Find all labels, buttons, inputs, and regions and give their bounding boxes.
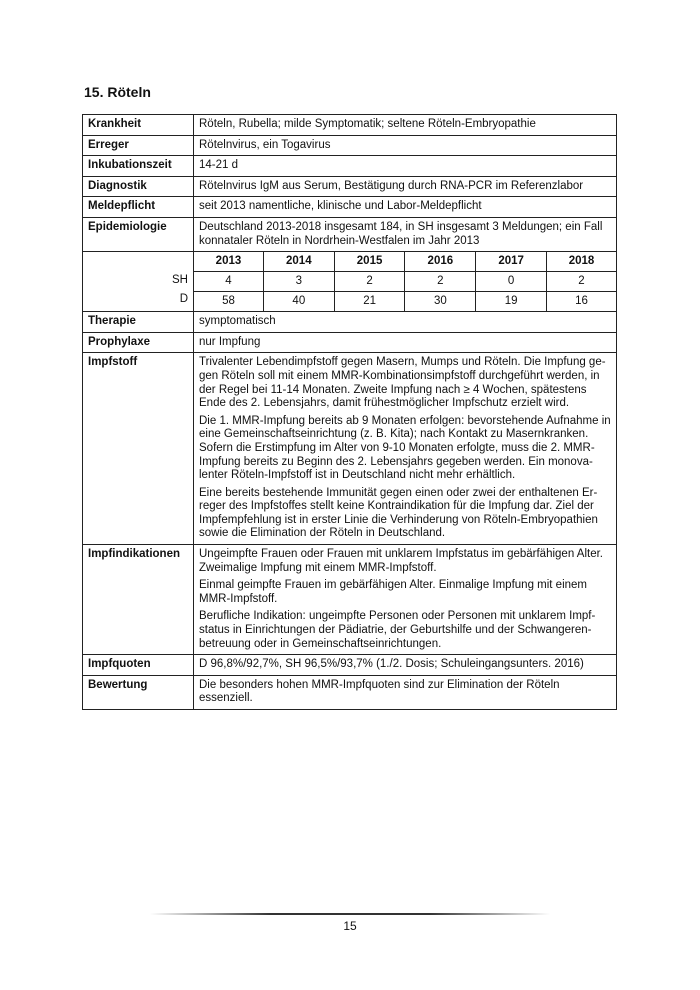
stats-value: 30 [405, 292, 476, 312]
value-epidemiologie: Deutschland 2013-2018 insgesamt 184, in SH insgesamt 3 Meldungen; ein Fall konnataler Röteln in Nordrhein-Westfalen im Jahr 2013 [194, 217, 617, 251]
stats-value: 19 [476, 292, 547, 312]
stats-value: 2 [405, 272, 476, 292]
info-table [82, 114, 617, 710]
stats-year: 2013 [194, 252, 263, 272]
stats-value: 0 [476, 272, 547, 292]
stats-row-label: D [179, 292, 188, 305]
value-meldepflicht: seit 2013 namentliche, klinische und Labor-Meldepflicht [194, 197, 617, 218]
row-therapie [83, 312, 617, 333]
value-impfindikationen [194, 545, 617, 655]
row-impfindikationen [83, 545, 617, 655]
label-impfindikationen: Impfindikationen [83, 545, 194, 655]
stats-value: 58 [194, 292, 263, 312]
label-epidemiologie: Epidemiologie [83, 217, 194, 251]
label-impfquoten: Impfquoten [83, 655, 194, 676]
stats-value: 3 [263, 272, 334, 292]
impfindikationen-paragraph: Ungeimpfte Frauen oder Frauen mit unklarem Impfstatus im gebärfähigen Alter. Zweimalige Impfung mit einem MMR-Impfstoff. [199, 548, 603, 574]
stats-year: 2016 [405, 252, 476, 272]
stats-table [194, 252, 616, 311]
row-erreger [83, 135, 617, 156]
stats-year: 2018 [547, 252, 617, 272]
impfindikationen-paragraph: Berufliche Indikation: ungeimpfte Personen oder Personen mit unklarem Impf-status in Einrichtungen der Pädiatrie, der Geburtshilfe und der Schwangeren-betreuung oder in Gemeinschaftseinrichtungen. [199, 610, 596, 650]
stats-header-row [194, 252, 616, 272]
value-bewertung: Die besonders hohen MMR-Impfquoten sind zur Elimination der Röteln essenziell. [194, 675, 617, 709]
page-title: 15. Röteln [84, 84, 151, 100]
stats-corner [83, 252, 193, 271]
stats-label-column [83, 252, 193, 309]
row-prophylaxe [83, 332, 617, 353]
value-inkubationszeit: 14-21 d [194, 156, 617, 177]
row-diagnostik [83, 176, 617, 197]
label-impfstoff: Impfstoff [83, 353, 194, 545]
value-erreger: Rötelnvirus, ein Togavirus [194, 135, 617, 156]
row-impfquoten [83, 655, 617, 676]
value-impfquoten: D 96,8%/92,7%, SH 96,5%/93,7% (1./2. Dosis; Schuleingangsunters. 2016) [194, 655, 617, 676]
impfstoff-paragraph: Eine bereits bestehende Immunität gegen einen oder zwei der enthaltenen Er-reger des Impfstoffes stellt keine Kontraindikation für die Impfung dar. Ziel der Impfempfehlung ist in erster Linie die Verhinderung von Röteln-Embryopathien sowie die Elimination der Röteln in Deutschland. [199, 486, 598, 540]
stats-row-label: SH [172, 273, 188, 286]
row-impfstoff [83, 353, 617, 545]
label-erreger: Erreger [83, 135, 194, 156]
row-bewertung [83, 675, 617, 709]
stats-year: 2017 [476, 252, 547, 272]
stats-value: 40 [263, 292, 334, 312]
row-epidemiologie [83, 217, 617, 251]
stats-year: 2015 [334, 252, 405, 272]
stats-cell [194, 252, 617, 312]
label-bewertung: Bewertung [83, 675, 194, 709]
label-prophylaxe: Prophylaxe [83, 332, 194, 353]
row-meldepflicht [83, 197, 617, 218]
label-therapie: Therapie [83, 312, 194, 333]
stats-value: 21 [334, 292, 405, 312]
row-krankheit [83, 115, 617, 136]
impfstoff-paragraph: Die 1. MMR-Impfung bereits ab 9 Monaten erfolgen: bevorstehende Aufnahme in eine Gemeinschaftseinrichtung (z. B. Kita); nach Kontakt zu Masernkranken. Sofern die Erstimpfung im Alter von 9-10 Monaten erfolgte, muss die 2. MMR-Impfung bereits zu Beginn des 2. Lebensjahrs gegeben werden. Ein monova-lenter Röteln-Impfstoff ist in Deutschland nicht mehr erhältlich. [199, 414, 611, 482]
value-prophylaxe: nur Impfung [194, 332, 617, 353]
stats-value: 2 [334, 272, 405, 292]
label-meldepflicht: Meldepflicht [83, 197, 194, 218]
stats-year: 2014 [263, 252, 334, 272]
label-diagnostik: Diagnostik [83, 176, 194, 197]
stats-value: 16 [547, 292, 617, 312]
stats-value: 2 [547, 272, 617, 292]
row-inkubationszeit [83, 156, 617, 177]
footer-divider [150, 913, 550, 915]
value-therapie: symptomatisch [194, 312, 617, 333]
label-krankheit: Krankheit [83, 115, 194, 136]
row-statistics [83, 252, 617, 312]
value-diagnostik: Rötelnvirus IgM aus Serum, Bestätigung durch RNA-PCR im Referenzlabor [194, 176, 617, 197]
impfindikationen-paragraph: Einmal geimpfte Frauen im gebärfähigen Alter. Einmalige Impfung mit einem MMR-Impfstoff. [199, 579, 588, 605]
stats-row-d [194, 292, 616, 312]
label-inkubationszeit: Inkubationszeit [83, 156, 194, 177]
value-krankheit: Röteln, Rubella; milde Symptomatik; seltene Röteln-Embryopathie [194, 115, 617, 136]
value-impfstoff [194, 353, 617, 545]
page-number: 15 [343, 919, 357, 933]
impfstoff-paragraph: Trivalenter Lebendimpfstoff gegen Masern, Mumps und Röteln. Die Impfung ge-gen Röteln soll mit einem MMR-Kombinationsimpfstoff durchgeführt werden, in der Regel bei 11-14 Monaten. Zweite Impfung nach ≥ 4 Wochen, spätestens Ende des 2. Lebensjahrs, damit frühestmöglicher Impfschutz erzielt wird. [199, 356, 606, 410]
stats-row-sh [194, 272, 616, 292]
stats-row-labels [83, 252, 194, 312]
stats-value: 4 [194, 272, 263, 292]
